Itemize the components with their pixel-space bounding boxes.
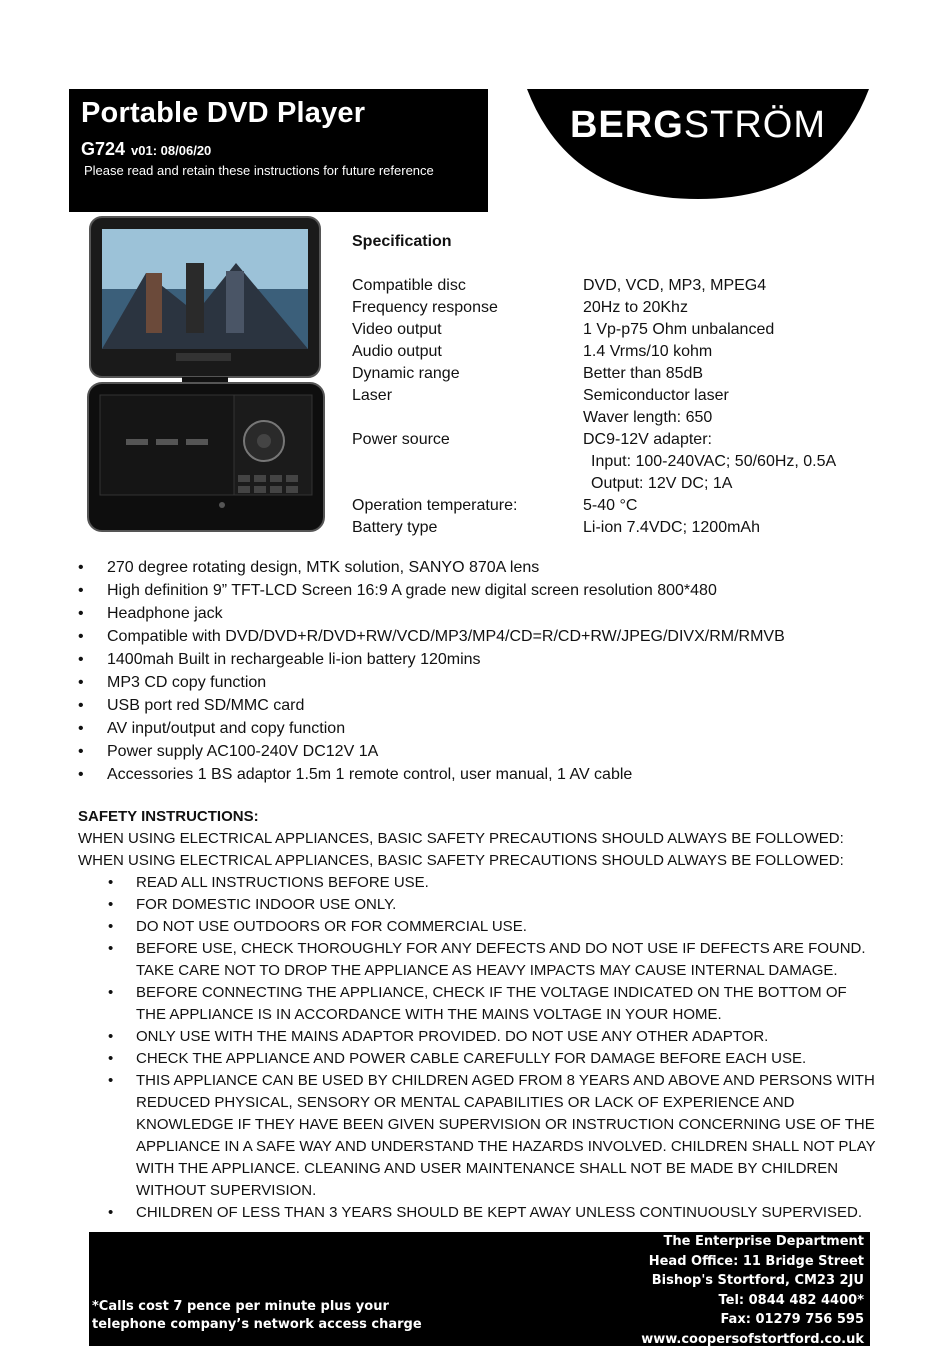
spec-label: Compatible disc (352, 277, 466, 294)
spec-row (352, 473, 836, 495)
safety-item: • DO NOT USE OUTDOORS OR FOR COMMERCIAL USE. (78, 916, 878, 938)
spec-value: 1 Vp-p75 Ohm unbalanced (583, 321, 775, 338)
feature-item: • AV input/output and copy function (78, 717, 785, 740)
town-postcode: Bishop's Stortford, CM23 2JU (651, 1273, 864, 1288)
safety-item: • CHILDREN OF LESS THAN 3 YEARS SHOULD BE KEPT AWAY UNLESS CONTINUOUSLY SUPERVISED. (78, 1202, 878, 1224)
spec-label (352, 451, 583, 473)
spec-value: DC9-12V adapter: (583, 431, 712, 448)
logo-text-light: STRÖM (683, 104, 827, 146)
spec-row (352, 363, 836, 385)
spec-value: 20Hz to 20Khz (583, 299, 688, 316)
spec-value: Li-ion 7.4VDC; 1200mAh (583, 519, 760, 536)
safety-heading: SAFETY INSTRUCTIONS: (78, 808, 259, 825)
fax: Fax: 01279 756 595 (720, 1312, 864, 1327)
spec-label: Laser (352, 387, 393, 404)
spec-value: Semiconductor laser (583, 387, 729, 404)
safety-item: • BEFORE CONNECTING THE APPLIANCE, CHECK IF THE VOLTAGE INDICATED ON THE BOTTOM OF THE APPLIANCE IS IN ACCORDANCE WITH THE MAINS VOLTAGE IN YOUR HOME. (78, 982, 878, 1026)
feature-item: • Power supply AC100-240V DC12V 1A (78, 740, 785, 763)
header-block (69, 89, 488, 212)
document-title: Portable DVD Player (81, 97, 366, 129)
version-date: v01: 08/06/20 (131, 143, 212, 158)
feature-item: • MP3 CD copy function (78, 671, 785, 694)
call-charge-line: telephone company’s network access charge (92, 1317, 422, 1332)
spec-value: Output: 12V DC; 1A (591, 475, 733, 492)
feature-item: • High definition 9” TFT-LCD Screen 16:9 A grade new digital screen resolution 800*480 (78, 579, 785, 602)
feature-item: • 270 degree rotating design, MTK solution, SANYO 870A lens (78, 556, 785, 579)
company-name: The Enterprise Department (663, 1234, 864, 1249)
spec-label: Video output (352, 321, 442, 338)
contact-details (641, 1232, 864, 1349)
safety-item: • READ ALL INSTRUCTIONS BEFORE USE. (78, 872, 878, 894)
spec-row (352, 495, 836, 517)
spec-row (352, 451, 836, 473)
safety-section (78, 806, 878, 1224)
spec-label (352, 407, 583, 429)
call-charge-line: *Calls cost 7 pence per minute plus your (92, 1299, 389, 1314)
feature-item: • USB port red SD/MMC card (78, 694, 785, 717)
spec-label: Power source (352, 431, 450, 448)
feature-item: • 1400mah Built in rechargeable li-ion battery 120mins (78, 648, 785, 671)
telephone: Tel: 0844 482 4400* (718, 1292, 864, 1308)
spec-label (352, 473, 583, 495)
spec-value: Waver length: 650 (583, 409, 713, 426)
spec-label: Dynamic range (352, 365, 460, 382)
safety-item: • ONLY USE WITH THE MAINS ADAPTOR PROVIDED. DO NOT USE ANY OTHER ADAPTOR. (78, 1026, 878, 1048)
spec-row (352, 429, 836, 451)
spec-value: Input: 100-240VAC; 50/60Hz, 0.5A (591, 453, 837, 470)
spec-label: Operation temperature: (352, 497, 518, 514)
spec-row (352, 341, 836, 363)
spec-value: 1.4 Vrms/10 kohm (583, 343, 713, 360)
spec-row (352, 297, 836, 319)
spec-label: Audio output (352, 343, 442, 360)
retain-note: Please read and retain these instructions for future reference (84, 163, 434, 178)
safety-item: • CHECK THE APPLIANCE AND POWER CABLE CAREFULLY FOR DAMAGE BEFORE EACH USE. (78, 1048, 878, 1070)
spec-row (352, 319, 836, 341)
safety-item: • THIS APPLIANCE CAN BE USED BY CHILDREN AGED FROM 8 YEARS AND ABOVE AND PERSONS WITH REDUCED PHYSICAL, SENSORY OR MENTAL CAPABILITIES OR LACK OF EXPERIENCE AND KNOWLEDGE IF THEY HAVE BEEN GIVEN SUPERVISION OR INSTRUCTION CONCERNING USE OF THE APPLIANCE IN A SAFE WAY AND UNDERSTAND THE HAZARDS INVOLVED. CHILDREN SHALL NOT PLAY WITH THE APPLIANCE. CLEANING AND USER MAINTENANCE SHALL NOT BE MADE BY CHILDREN WITHOUT SUPERVISION. (78, 1070, 878, 1202)
feature-item: • Accessories 1 BS adaptor 1.5m 1 remote control, user manual, 1 AV cable (78, 763, 785, 786)
feature-list (78, 556, 785, 786)
model-number: G724 (81, 139, 126, 159)
safety-item: • BEFORE USE, CHECK THOROUGHLY FOR ANY DEFECTS AND DO NOT USE IF DEFECTS ARE FOUND. TAKE CARE NOT TO DROP THE APPLIANCE AS HEAVY IMPACTS MAY CAUSE INTERNAL DAMAGE. (78, 938, 878, 982)
bergstrom-logo (527, 89, 869, 199)
website: www.coopersofstortford.co.uk (641, 1331, 864, 1347)
model-line (81, 139, 211, 160)
logo-text-bold: BERG (569, 104, 684, 146)
office-address: Head Office: 11 Bridge Street (648, 1253, 864, 1269)
spec-row (352, 407, 836, 429)
feature-item: • Headphone jack (78, 602, 785, 625)
spec-value: 5-40 °C (583, 497, 638, 514)
safety-intro: WHEN USING ELECTRICAL APPLIANCES, BASIC SAFETY PRECAUTIONS SHOULD ALWAYS BE FOLLOWED: (78, 852, 844, 869)
spec-label: Battery type (352, 519, 438, 536)
call-charge-note (92, 1298, 422, 1334)
spec-value: Better than 85dB (583, 365, 704, 382)
feature-item: • Compatible with DVD/DVD+R/DVD+RW/VCD/MP3/MP4/CD=R/CD+RW/JPEG/DIVX/RM/RMVB (78, 625, 785, 648)
safety-list (78, 872, 878, 1224)
spec-row (352, 517, 836, 539)
spec-row (352, 275, 836, 297)
spec-row (352, 385, 836, 407)
safety-intro: WHEN USING ELECTRICAL APPLIANCES, BASIC SAFETY PRECAUTIONS SHOULD ALWAYS BE FOLLOWED: (78, 830, 844, 847)
spec-table (352, 275, 836, 539)
spec-title: Specification (352, 233, 452, 250)
spec-label: Frequency response (352, 299, 498, 316)
footer-block (89, 1232, 870, 1346)
spec-value: DVD, VCD, MP3, MPEG4 (583, 277, 767, 294)
safety-item: • FOR DOMESTIC INDOOR USE ONLY. (78, 894, 878, 916)
dvd-player-image (86, 213, 326, 535)
svg-text:BERGSTRÖM (570, 104, 826, 146)
